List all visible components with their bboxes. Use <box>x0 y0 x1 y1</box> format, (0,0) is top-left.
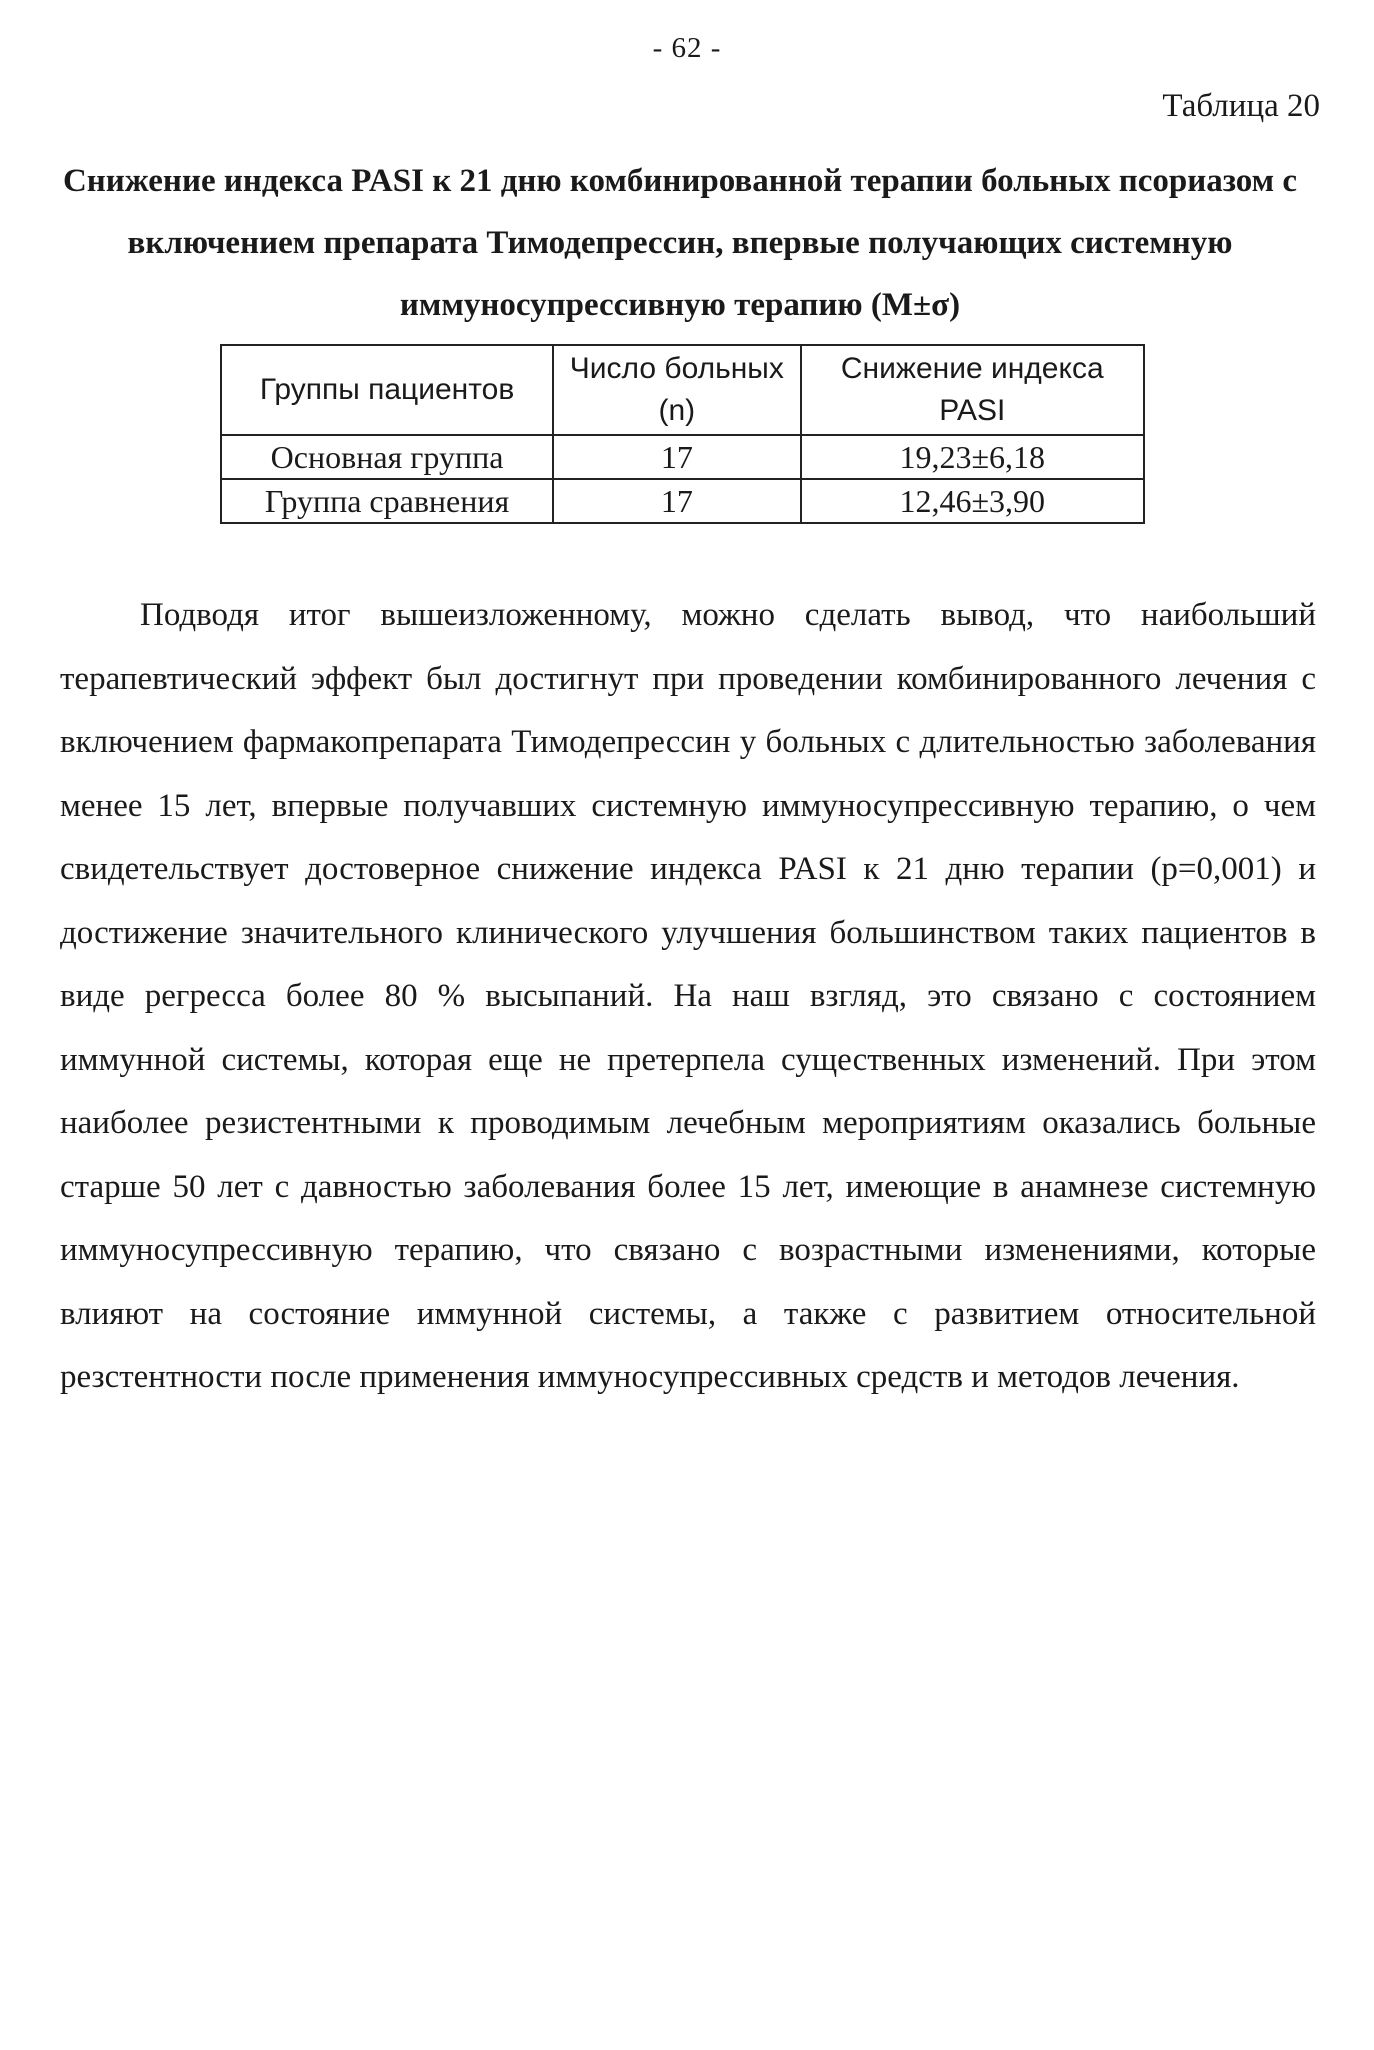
cell-group-name: Группа сравнения <box>221 479 553 523</box>
table-row <box>221 435 1144 479</box>
page-number: - 62 - <box>652 32 722 64</box>
cell-pasi-value: 19,23±6,18 <box>801 435 1144 479</box>
table-label: Таблица 20 <box>1162 88 1320 124</box>
results-table <box>220 344 1145 524</box>
header-patient-count: Число больных (n) <box>553 345 800 435</box>
conclusion-paragraph: Подводя итог вышеизложенному, можно сделать вывод, что наибольший терапевтический эффект был достигнут при проведении комбинированного лечения с включением фармакопрепарата Тимодепрессин у больных с длительностью заболевания менее 15 лет, впервые получавших системную иммуносупрессивную терапию, о чем свидетельствует достоверное снижение индекса PASI к 21 дню терапии (p=0,001) и достижение значительного клинического улучшения большинством таких пациентов в виде регресса более 80 % высыпаний. На наш взгляд, это связано с состоянием иммунной системы, которая еще не претерпела существенных изменений. При этом наиболее резистентными к проводимым лечебным мероприятиям оказались больные старше 50 лет с давностью заболевания более 15 лет, имеющие в анамнезе системную иммуносупрессивную терапию, что связано с возрастными изменениями, которые влияют на состояние иммунной системы, а также с развитием относительной резстентности после применения иммуносупрессивных средств и методов лечения. <box>60 597 1316 1395</box>
table-title: Снижение индекса PASI к 21 дню комбинированной терапии больных псориазом с включением препарата Тимодепрессин, впервые получающих системную иммуносупрессивную терапию (M±σ) <box>62 163 1298 323</box>
cell-group-name: Основная группа <box>221 435 553 479</box>
cell-patient-count: 17 <box>553 435 800 479</box>
cell-pasi-value: 12,46±3,90 <box>801 479 1144 523</box>
cell-patient-count: 17 <box>553 479 800 523</box>
table-header-row <box>221 345 1144 435</box>
table-row <box>221 479 1144 523</box>
header-pasi-reduction: Снижение индекса PASI <box>801 345 1144 435</box>
header-patient-groups: Группы пациентов <box>221 345 553 435</box>
